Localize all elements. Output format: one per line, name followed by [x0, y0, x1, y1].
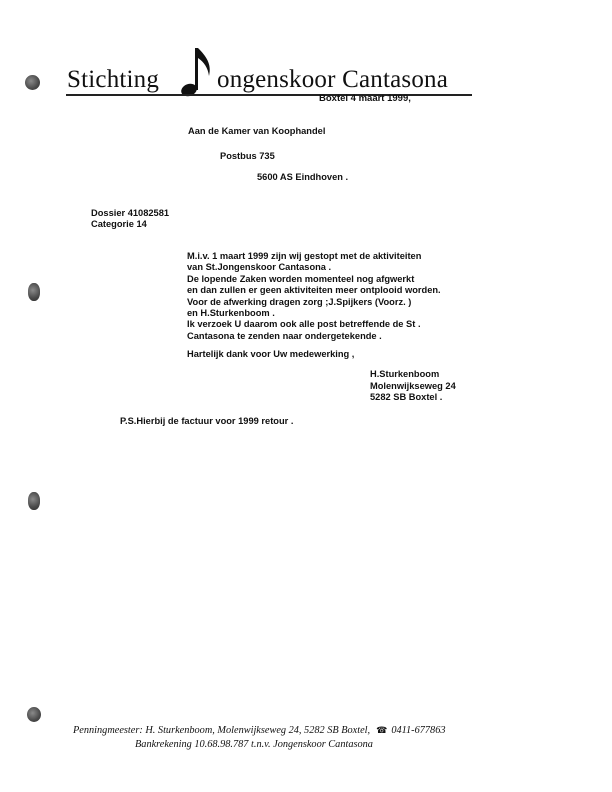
letterhead-rule: [66, 94, 472, 96]
dateline: Boxtel 4 maart 1999,: [319, 93, 411, 104]
sender-street: Molenwijkseweg 24: [370, 381, 456, 391]
body-line: M.i.v. 1 maart 1999 zijn wij gestopt met de aktiviteiten: [187, 251, 422, 261]
body-line: Voor de afwerking dragen zorg ;J.Spijkers (Voorz. ): [187, 296, 412, 307]
recipient-line-2: Postbus 735: [220, 151, 275, 161]
body-line: Ik verzoek U daarom ook alle post betreffende de St .: [187, 319, 421, 330]
postscript: P.S.Hierbij de factuur voor 1999 retour .: [120, 416, 294, 426]
punch-hole-2: [28, 283, 40, 301]
body-line: van St.Jongenskoor Cantasona .: [187, 262, 332, 273]
sender-city: 5282 SB Boxtel .: [370, 392, 443, 402]
dossier-number: Dossier 41082581: [91, 208, 170, 218]
body-line: en H.Sturkenboom .: [187, 308, 275, 318]
punch-hole-4: [27, 707, 41, 722]
punch-hole-1: [25, 75, 40, 90]
letterhead-name-part2: ongenskoor Cantasona: [217, 66, 449, 93]
body-line: De lopende Zaken worden momenteel nog afgwerkt: [187, 273, 415, 284]
body-line: en dan zullen er geen aktiviteiten meer ontplooid worden.: [187, 285, 441, 296]
telephone-icon: ☎: [376, 725, 388, 735]
footer-phone: 0411-677863: [391, 725, 446, 736]
body-line: Cantasona te zenden naar ondergetekende .: [187, 330, 382, 341]
footer-line-2: Bankrekening 10.68.98.787 t.n.v. Jongenskoor Cantasona: [135, 739, 373, 750]
footer-line-1: [73, 725, 446, 736]
category-number: Categorie 14: [91, 219, 147, 229]
punch-hole-3: [28, 492, 40, 510]
closing-line: Hartelijk dank voor Uw medewerking ,: [187, 349, 355, 359]
recipient-line-3: 5600 AS Eindhoven .: [257, 172, 349, 182]
footer-treasurer: Penningmeester: H. Sturkenboom, Molenwijkseweg 24, 5282 SB Boxtel,: [73, 725, 371, 736]
letterhead-name-part1: Stichting: [67, 66, 160, 93]
sender-name: H.Sturkenboom: [370, 369, 440, 379]
music-note-icon: [176, 42, 216, 102]
recipient-line-1: Aan de Kamer van Koophandel: [188, 126, 326, 136]
